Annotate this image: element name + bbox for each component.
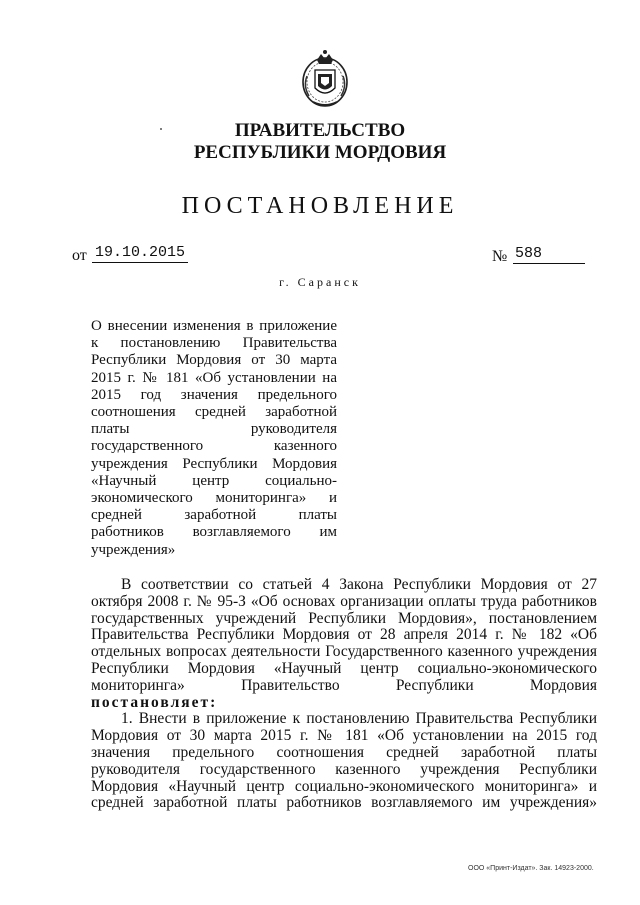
coat-of-arms-icon: [299, 46, 351, 110]
number-label: №: [492, 248, 508, 265]
item1-line: Мордовия «Научный центр социально-экономического мониторинга» и: [91, 777, 597, 795]
body-line: отдельных вопросах деятельности Государственного казенного учреждения: [91, 643, 597, 661]
subject-line: «Научный центр социально-: [91, 472, 337, 489]
subject-line: к постановлению Правительства: [91, 335, 337, 352]
subject-line: 2015 год значения предельного: [91, 386, 337, 403]
body-line: государственных учреждений Республики Мордовия», постановлением: [91, 609, 597, 627]
place-of-issue: г. Саранск: [279, 275, 361, 289]
subject-line: платы руководителя: [91, 421, 337, 438]
item1-line: руководителя государственного казенного учреждения Республики: [91, 760, 597, 778]
item1-line: средней заработной платы работников возглавляемого им учреждения»: [91, 794, 597, 812]
subject-line: учреждения»: [91, 541, 176, 558]
resolves-word: постановляет:: [91, 693, 218, 711]
body-line: мониторинга» Правительство Республики Мордовия: [91, 676, 597, 694]
subject-line: Республики Мордовия от 30 марта: [91, 352, 337, 369]
body-line: октября 2008 г. № 95-З «Об основах организации оплаты труда работников: [91, 592, 597, 610]
subject-line: О внесении изменения в приложение: [91, 318, 337, 334]
body-line: Правительства Республики Мордовия от 28 апреля 2014 г. № 182 «Об: [91, 626, 597, 644]
subject-line: работников возглавляемого им: [91, 524, 337, 541]
subject-line: учреждения Республики Мордовия: [91, 455, 337, 472]
date-label: от: [72, 247, 87, 264]
subject-block: [91, 318, 337, 559]
item1-line: 1. Внести в приложение к постановлению Правительства Республики: [121, 710, 597, 728]
body-text: [91, 577, 597, 812]
government-title-line1: ПРАВИТЕЛЬСТВО: [234, 120, 406, 141]
body-line: В соответствии со статьей 4 Закона Республики Мордовия от 27: [121, 576, 597, 593]
subject-line: соотношения средней заработной: [91, 404, 337, 421]
subject-line: средней заработной платы: [91, 507, 337, 524]
document-type-heading: ПОСТАНОВЛЕНИЕ: [181, 193, 459, 219]
government-title-line2: РЕСПУБЛИКИ МОРДОВИЯ: [193, 142, 447, 163]
item1-line: значения предельного соотношения средней заработной платы: [91, 743, 597, 761]
printer-imprint: ООО «Принт-Издат». Зак. 14923-2000.: [468, 865, 594, 872]
date-value: 19.10.2015: [92, 244, 188, 263]
item1-line: Мордовия от 30 марта 2015 г. № 181 «Об установлении на 2015 год: [91, 727, 597, 745]
subject-line: государственного казенного: [91, 438, 337, 455]
subject-line: экономического мониторинга» и: [91, 490, 337, 507]
body-line: Республики Мордовия «Научный центр социально-экономического: [91, 659, 597, 677]
subject-line: 2015 г. № 181 «Об установлении на: [91, 369, 337, 386]
number-value: 588: [513, 245, 585, 264]
